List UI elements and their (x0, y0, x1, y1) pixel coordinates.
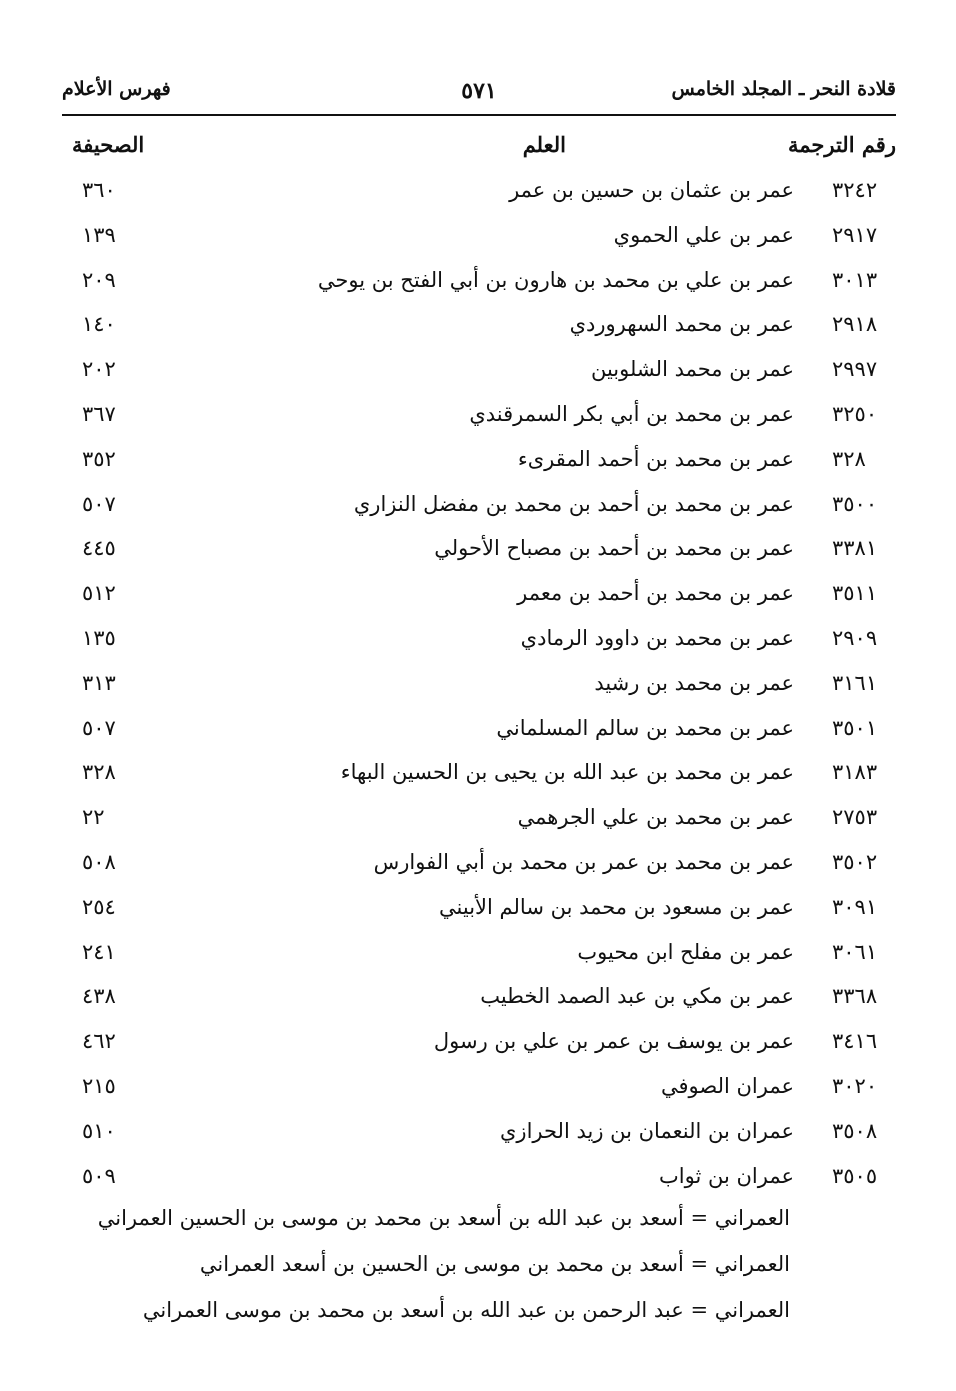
entry-page: ٥١٢ (82, 581, 116, 606)
entry-number: ٢٩٩٧ (832, 357, 878, 382)
entry-name: عمر بن محمد بن سالم المسلماني (496, 715, 794, 740)
entry-page: ٥٠٨ (82, 849, 116, 874)
index-entry (62, 532, 896, 577)
entry-number: ٣٤١٦ (832, 1029, 878, 1054)
index-entry (62, 308, 896, 353)
entry-page: ٣١٣ (82, 670, 116, 695)
entry-name: عمران الصوفي (660, 1073, 794, 1098)
entry-name: عمر بن محمد بن أحمد بن مصباح الأحولي (434, 536, 794, 561)
entry-number: ٣٣٦٨ (832, 984, 878, 1009)
entry-number: ٣٢٨ (832, 446, 866, 471)
column-header-page: الصحيفة (72, 132, 145, 157)
entry-number: ٢٩١٧ (832, 222, 878, 247)
running-header (62, 78, 896, 112)
index-entry (62, 1070, 896, 1115)
entry-name: عمر بن محمد بن عبد الله بن يحيى بن الحسين البهاء (340, 760, 794, 785)
entry-name: عمر بن مفلح ابن محيوب (577, 939, 794, 964)
entry-number: ٢٧٥٣ (832, 805, 878, 830)
index-entry (62, 219, 896, 264)
entry-page: ٤٤٥ (82, 536, 116, 561)
entry-name: عمر بن علي الحموي (613, 222, 794, 247)
cross-reference: العمراني = أسعد بن عبد الله بن أسعد بن محمد بن موسى بن الحسين العمراني (97, 1206, 790, 1230)
entry-page: ١٣٩ (82, 222, 116, 247)
entry-name: عمر بن محمد السهروردي (569, 312, 794, 337)
entry-name: عمر بن محمد بن أحمد بن معمر (517, 581, 794, 606)
entry-name: عمر بن محمد بن علي الجرهمي (517, 805, 794, 830)
entry-number: ٣٠٦١ (832, 939, 878, 964)
index-entry (62, 667, 896, 712)
entry-page: ٣٦٧ (82, 401, 116, 426)
index-entry (62, 1115, 896, 1160)
header-divider (62, 114, 896, 116)
index-entry (62, 801, 896, 846)
entry-page: ١٣٥ (82, 625, 116, 650)
entry-page: ٣٥٢ (82, 446, 116, 471)
column-headers (62, 132, 896, 166)
entry-number: ٣١٦١ (832, 670, 878, 695)
entry-number: ٣٠١٣ (832, 267, 878, 292)
entry-page: ٣٢٨ (82, 760, 116, 785)
entry-number: ٣٥٠٨ (832, 1118, 878, 1143)
entry-page: ٥١٠ (82, 1118, 116, 1143)
entry-page: ٥٠٧ (82, 491, 116, 516)
index-entry (62, 980, 896, 1025)
entry-number: ٣٠٢٠ (832, 1073, 878, 1098)
entry-name: عمر بن مكي بن عبد الصمد الخطيب (480, 984, 794, 1009)
entry-number: ٣٥٠١ (832, 715, 878, 740)
cross-reference: العمراني = عبد الرحمن بن عبد الله بن أسعد بن محمد بن موسى العمراني (142, 1298, 790, 1322)
entry-number: ٣٥١١ (832, 581, 878, 606)
entry-name: عمر بن محمد الشلوبين (590, 357, 794, 382)
entry-page: ٢٥٤ (82, 894, 116, 919)
entry-number: ٣٥٠٢ (832, 849, 878, 874)
entry-page: ٣٦٠ (82, 178, 116, 202)
index-entries (62, 174, 896, 1204)
entry-name: عمر بن يوسف بن عمر بن علي بن رسول (433, 1029, 794, 1054)
entry-number: ٣٥٠٠ (832, 491, 878, 516)
entry-number: ٣٢٥٠ (832, 401, 878, 426)
cross-reference: العمراني = أسعد بن محمد بن موسى بن الحسين بن أسعد العمراني (199, 1252, 790, 1276)
index-entry (62, 622, 896, 667)
entry-page: ٢٠٢ (82, 357, 116, 382)
entry-name: عمر بن محمد بن أحمد بن محمد بن مفضل النزاري (353, 491, 794, 516)
book-title: قلادة النحر ـ المجلد الخامس (671, 78, 896, 100)
index-entry (62, 756, 896, 801)
index-entry (62, 712, 896, 757)
page-number: ٥٧١ (461, 78, 497, 104)
entry-number: ٣١٨٣ (832, 760, 878, 785)
index-entry (62, 174, 896, 219)
index-entry (62, 577, 896, 622)
entry-number: ٣٠٩١ (832, 894, 878, 919)
entry-page: ٢١٥ (82, 1073, 116, 1098)
entry-name: عمر بن عثمان بن حسين بن عمر (509, 178, 794, 202)
entry-number: ٣٥٠٥ (832, 1163, 878, 1188)
index-entry (62, 264, 896, 309)
entry-number: ٢٩٠٩ (832, 625, 878, 650)
entry-page: ٢٢ (82, 805, 105, 830)
entry-name: عمران بن ثواب (659, 1163, 794, 1188)
entry-page: ١٤٠ (82, 312, 116, 337)
entry-page: ٥٠٩ (82, 1163, 116, 1188)
entry-number: ٢٩١٨ (832, 312, 878, 337)
entry-page: ٥٠٧ (82, 715, 116, 740)
index-entry (62, 846, 896, 891)
entry-name: عمر بن علي بن محمد بن هارون بن أبي الفتح بن يوحي (317, 267, 794, 292)
cross-references (62, 1206, 790, 1344)
entry-page: ٤٣٨ (82, 984, 116, 1009)
index-entry (62, 1025, 896, 1070)
entry-page: ٤٦٢ (82, 1029, 116, 1054)
entry-name: عمر بن مسعود بن محمد بن سالم الأبيني (439, 894, 794, 919)
entry-name: عمر بن محمد بن عمر بن محمد بن أبي الفوارس (373, 849, 794, 874)
entry-name: عمر بن محمد بن داوود الرمادي (520, 625, 794, 650)
column-header-name: العلم (522, 132, 566, 157)
entry-number: ٣٣٨١ (832, 536, 878, 561)
index-entry (62, 398, 896, 443)
entry-name: عمر بن محمد بن رشيد (594, 670, 794, 695)
entry-name: عمر بن محمد بن أحمد المقرىء (517, 446, 794, 471)
entry-name: عمر بن محمد بن أبي بكر السمرقندي (469, 401, 794, 426)
index-entry (62, 1160, 896, 1205)
index-entry (62, 891, 896, 936)
index-entry (62, 353, 896, 398)
column-header-number: رقم الترجمة (787, 132, 896, 157)
index-entry (62, 443, 896, 488)
entry-page: ٢٠٩ (82, 267, 116, 292)
index-entry (62, 488, 896, 533)
section-title: فهرس الأعلام (62, 78, 171, 100)
entry-name: عمران بن النعمان بن زيد الحرازي (499, 1118, 794, 1143)
entry-number: ٣٢٤٢ (832, 178, 878, 202)
entry-page: ٢٤١ (82, 939, 116, 964)
index-entry (62, 936, 896, 981)
